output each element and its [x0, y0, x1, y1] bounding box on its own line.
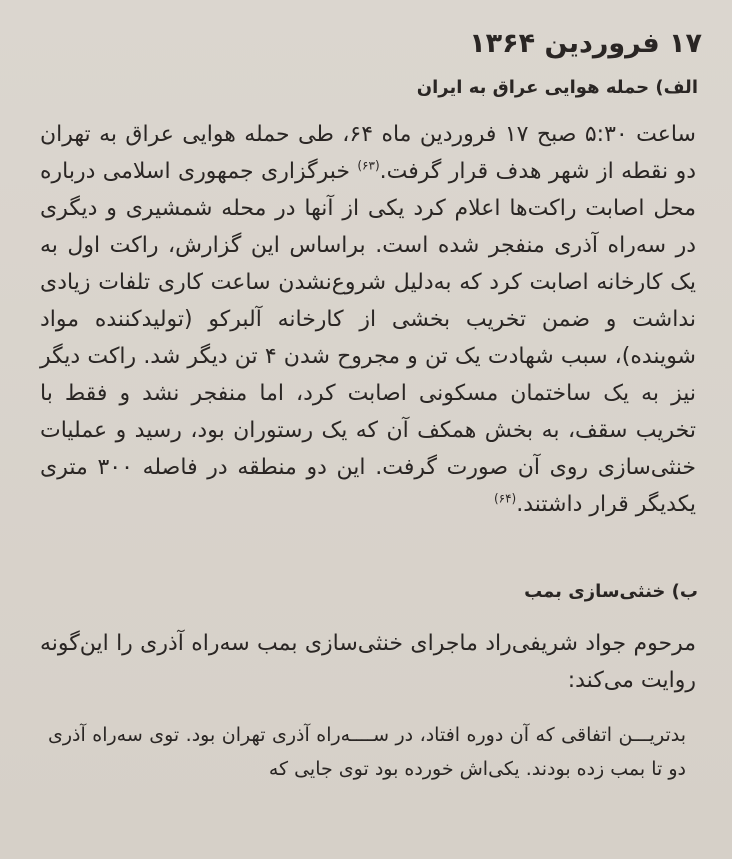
- section-b-intro: مرحوم جواد شریفی‌راد ماجرای خنثی‌سازی بمب سه‌راه آذری را این‌گونه روایت می‌کند:: [40, 631, 696, 693]
- section-a-paragraph: [40, 116, 696, 523]
- section-heading-a: الف) حمله هوایی عراق به ایران: [416, 77, 698, 98]
- footnote-marker-63: (۶۳): [357, 158, 380, 173]
- section-a-paragraph-part1: ساعت ۵:۳۰ صبح ۱۷ فروردین ماه ۶۴، طی حمله هوایی عراق به تهران دو نقطه از شهر هدف قرار گرفت.: [40, 122, 696, 184]
- page-title: ۱۷ فروردین ۱۳۶۴: [469, 28, 702, 59]
- footnote-marker-64: (۶۴): [493, 491, 517, 506]
- section-a-paragraph-part2: خبرگزاری جمهوری اسلامی درباره محل اصابت راکت‌ها اعلام کرد یکی از آنها در محله شمشیری و دیگری در سه‌راه آذری منفجر شده است. براساس این گزارش، راکت اول به یک کارخانه اصابت کرد که به‌دلیل شروع‌نشدن ساعت کاری تلفات زیادی نداشت و ضمن تخریب بخشی از کارخانه آلبرکو (تولیدکننده مواد شوینده)، سبب شهادت یک تن و مجروح شدن ۴ تن دیگر شد. راکت دیگر نیز به یک ساختمان مسکونی اصابت کرد، اما منفجر نشد و فقط با تخریب سقف، به بخش همکف آن که یک رستوران بود، رسید و عملیات خنثی‌سازی روی آن صورت گرفت. این دو منطقه در فاصله ۳۰۰ متری یکدیگر قرار داشتند.: [40, 159, 696, 517]
- section-b-quote: بدتریـــن اتفاقی که آن دوره افتاد، در ســــه‌راه آذری تهران بود. توی سه‌راه آذری دو تا بمب زده بودند. یکی‌اش خورده بود توی جایی که: [48, 724, 686, 780]
- section-heading-b: ب) خنثی‌سازی بمب: [524, 581, 698, 602]
